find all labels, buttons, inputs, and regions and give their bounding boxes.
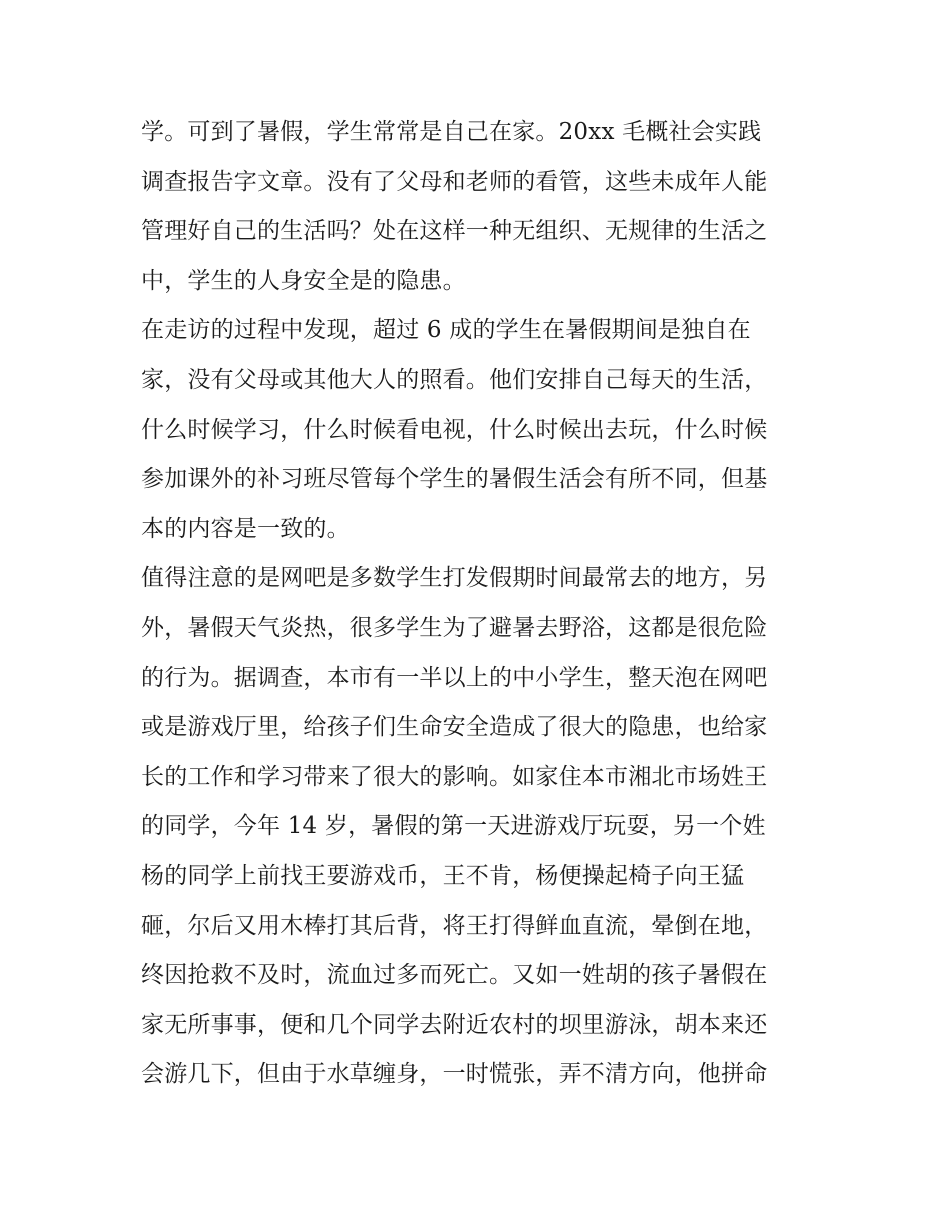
text-line: 外，暑假天气炎热，很多学生为了避暑去野浴，这都是很危险 [141,614,768,641]
text-line: 终因抢救不及时，流血过多而死亡。又如一姓胡的孩子暑假在 [141,962,768,989]
text-line: 学。可到了暑假，学生常常是自己在家。20xx 毛概社会实践 [141,119,762,145]
text-line: 的同学，今年 14 岁，暑假的第一天进游戏厅玩耍，另一个姓 [141,813,766,840]
text-line: 中，学生的人身安全是的隐患。 [141,267,466,294]
text-line: 家无所事事，便和几个同学去附近农村的坝里游泳，胡本来还 [141,1011,768,1038]
text-line: 或是游戏厅里，给孩子们生命安全造成了很大的隐患，也给家 [141,714,768,741]
document-body [141,108,813,1100]
paragraph-2 [141,306,813,554]
paragraph-1 [141,108,813,306]
paragraph-3 [141,554,813,1100]
text-line: 的行为。据调查，本市有一半以上的中小学生，整天泡在网吧 [141,664,768,691]
text-line: 调查报告字文章。没有了父母和老师的看管，这些未成年人能 [141,168,768,195]
text-line: 参加课外的补习班尽管每个学生的暑假生活会有所不同，但基 [141,466,768,493]
text-line: 家，没有父母或其他大人的照看。他们安排自己每天的生活， [141,366,768,393]
text-line: 在走访的过程中发现，超过 6 成的学生在暑假期间是独自在 [141,317,751,344]
text-line: 长的工作和学习带来了很大的影响。如家住本市湘北市场姓王 [141,763,768,790]
text-line: 会游几下，但由于水草缠身，一时慌张，弄不清方向，他拼命 [141,1061,768,1088]
text-line: 杨的同学上前找王要游戏币，王不肯，杨便操起椅子向王猛 [141,862,745,889]
text-line: 本的内容是一致的。 [141,515,350,542]
text-line: 砸，尔后又用木棒打其后背，将王打得鲜血直流，晕倒在地， [141,912,768,939]
text-line: 管理好自己的生活吗？处在这样一种无组织、无规律的生活之 [141,218,768,245]
text-line: 什么时候学习，什么时候看电视，什么时候出去玩，什么时候 [141,416,768,443]
text-line: 值得注意的是网吧是多数学生打发假期时间最常去的地方，另 [141,565,768,592]
